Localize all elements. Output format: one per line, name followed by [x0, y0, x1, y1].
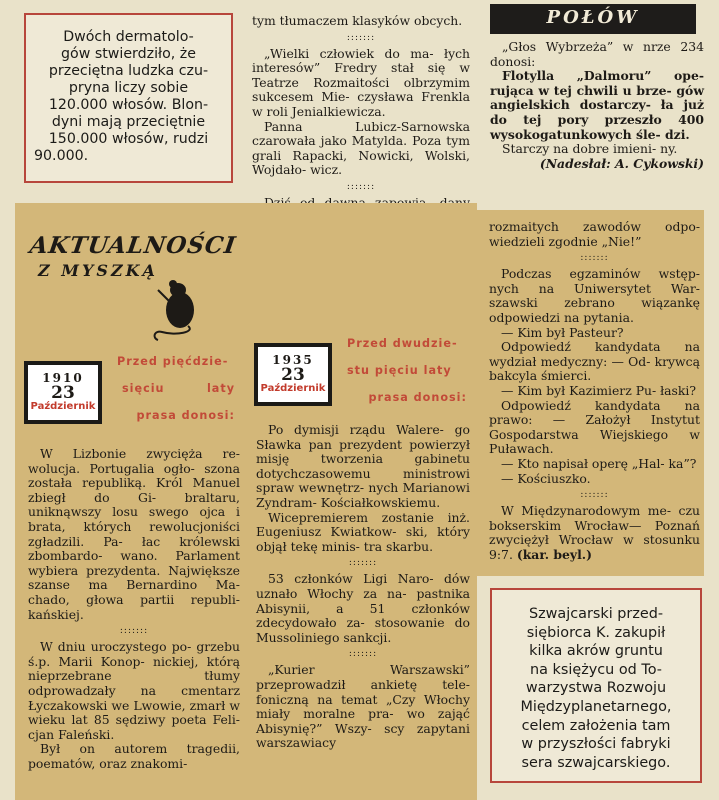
paragraph: 53 członków Ligi Naro- dów uznało Włochy za na- pastnika Abisynii, a 51 członków zdecydowało za- stosowanie do Mussoliniego sankcji.: [256, 571, 470, 645]
date-day: 23: [51, 383, 75, 403]
answer: Odpowiedź kandydata na prawo: — Założył Instytut Gospodarstwa Wiejskiego w Puławach.: [489, 397, 700, 457]
paragraph: Był on autorem tragedii, poematów, oraz znakomi-: [28, 741, 240, 771]
box-line: przeciętna ludzka czu-: [48, 63, 209, 79]
date-day: 23: [281, 365, 305, 385]
paragraph: W Lizbonie zwycięża re- wolucja. Portugalia ogło- szona została republiką. Król Manuel zbiegł do Gi- braltaru, uniknąwszy losu swego ojca i brata, których rewolucjoniści zgładzili. Pa- łac królewski zbombardo- wano. Parlament wybiera prezydenta. Największe szanse ma Bernardino Ma- chado, głowa partii republi- kańskiej.: [28, 446, 240, 622]
column-logo: [30, 232, 240, 342]
paragraph: „Wielki człowiek do ma- łych interesów” Fredry stał się w Teatrze Rozmaitości olbrzymim sukcesem Mie- czysława Frenkla w roli Jenialkiewicza.: [252, 45, 470, 119]
answer: Odpowiedź kandydata na wydział medyczny: — Od- krywcą bakcyla śmierci.: [489, 339, 700, 384]
boxing-text: W Międzynarodowym me- czu bokserskim Wrocław— Poznań zwyciężył Wrocław w stosunku 9:7.: [489, 503, 700, 562]
question: — Kim był Pasteur?: [501, 324, 624, 340]
separator: :::::::: [346, 32, 376, 43]
paragraph: Flotylla „Dalmoru” ope- rująca w tej chwili u brze- gów angielskich dostarczy- ła już do tej pory przeszło 400 wysokogatunkowych śle- dzi.: [490, 68, 704, 142]
date-month: Październik: [30, 401, 96, 412]
question: — Kim był Kazimierz Pu- łaski?: [501, 382, 697, 398]
box-line: celem założenia tam: [521, 717, 671, 734]
paragraph: [489, 504, 700, 562]
box-line: Szwajcarski przed-: [528, 606, 664, 622]
polow-title: POŁÓW: [546, 7, 640, 28]
date-card-1935: [254, 343, 332, 406]
box-line: Międzyplanetarnego,: [520, 698, 672, 715]
date-card-1910: [24, 361, 102, 424]
paragraph: rozmaitych zawodów odpo- wiedzieli zgodnie „Nie!”: [489, 219, 700, 249]
heading-line: prasa donosi:: [136, 409, 235, 422]
box-line: 150.000 włosów, rudzi: [48, 131, 209, 147]
paragraph: Podczas egzaminów wstęp- nych na Uniwersytet War- szawski zebrano wiązankę odpowiedzi na pytania.: [489, 266, 700, 325]
heading-line: stu pięciu laty: [347, 364, 452, 377]
date-month: Październik: [260, 383, 326, 394]
question: — Kto napisał operę „Hal- ka”?: [501, 455, 697, 471]
heading-1910: [117, 348, 235, 429]
box-line: 90.000.: [34, 148, 89, 164]
heading-line: Przed pięćdzie-: [117, 355, 229, 368]
answer: — Kościuszko.: [501, 470, 591, 486]
box-line: kilka akrów gruntu: [529, 643, 663, 660]
paragraph: Starczy na dobre imieni- ny.: [502, 141, 678, 157]
separator: :::::::: [348, 649, 378, 660]
box-line: Dwóch dermatolo-: [63, 29, 194, 45]
date-year: 1910: [42, 371, 84, 385]
box-line: warzystwa Rozwoju: [525, 680, 667, 697]
signature: (Nadesłał: A. Cykowski): [539, 155, 704, 171]
paragraph: Po dymisji rządu Walere- go Sławka pan prezydent powierzył misję tworzenia gabinetu dotychczasowemu ministrowi spraw wewnętrz- nych Marianowi Zyndram- Kościałkowskiemu.: [256, 422, 470, 510]
separator: :::::::: [580, 490, 609, 501]
middle-column-1935: [256, 423, 470, 751]
dermatology-box: [24, 13, 233, 183]
box-line: siębiorca K. zakupił: [526, 624, 666, 641]
separator: :::::::: [346, 181, 376, 192]
box-line: w przyszłości fabryki: [521, 736, 671, 753]
signature: (kar. beyl.): [516, 546, 592, 562]
box-line: 120.000 włosów. Blon-: [48, 97, 209, 113]
separator: :::::::: [348, 558, 378, 569]
swiss-cheese-box: [490, 588, 702, 783]
polow-article: [490, 40, 704, 171]
right-column: [489, 220, 700, 562]
paragraph: „Kurier Warszawski” przeprowadził ankietę tele- foniczną na temat „Czy Włochy miały moralne pra- wo zająć Abisynię?” Wszy- scy zapytani warszawiacy: [256, 662, 470, 751]
separator: :::::::: [580, 253, 609, 264]
logo-title: AKTUALNOŚCI: [28, 232, 238, 259]
paragraph: Panna Lubicz-Sarnowska czarowała jako Matylda. Poza tym grali Rapacki, Nowicki, Wolski, Wojdało- wicz.: [252, 118, 470, 178]
separator: :::::::: [119, 626, 149, 637]
left-column-1910: [28, 447, 240, 771]
paragraph: tym tłumaczem klasyków obcych.: [252, 13, 463, 28]
box-line: na księżycu od To-: [530, 661, 662, 678]
heading-line: prasa donosi:: [368, 391, 467, 404]
date-year: 1935: [272, 353, 314, 367]
mouse-icon: [148, 262, 208, 342]
box-line: gów stwierdziło, że: [61, 46, 196, 62]
logo-subtitle: Z MYSZKĄ: [38, 261, 158, 280]
box-line: dyni mają przeciętnie: [51, 114, 206, 130]
heading-line: Przed dwudzie-: [347, 337, 458, 350]
paragraph: W dniu uroczystego po- grzebu ś.p. Marii Konop- nickiej, którą nieprzebrane tłumy odprowadzały na cmentarz Łyczakowski we Lwowie, zmarł w wieku lat 85 sędziwy poeta Feli- cjan Faleński.: [28, 639, 240, 742]
box-line: sera szwajcarskiego.: [521, 754, 671, 771]
heading-1935: [347, 330, 467, 411]
paragraph: „Głos Wybrzeża” w nrze 234 donosi:: [490, 39, 704, 69]
box-line: pryna liczy sobie: [68, 80, 189, 96]
heading-line: sięciu laty: [122, 382, 235, 395]
paragraph: Wicepremierem zostanie inż. Eugeniusz Kwiatkow- ski, który objął tekę minis- tra skarbu.: [256, 509, 470, 554]
